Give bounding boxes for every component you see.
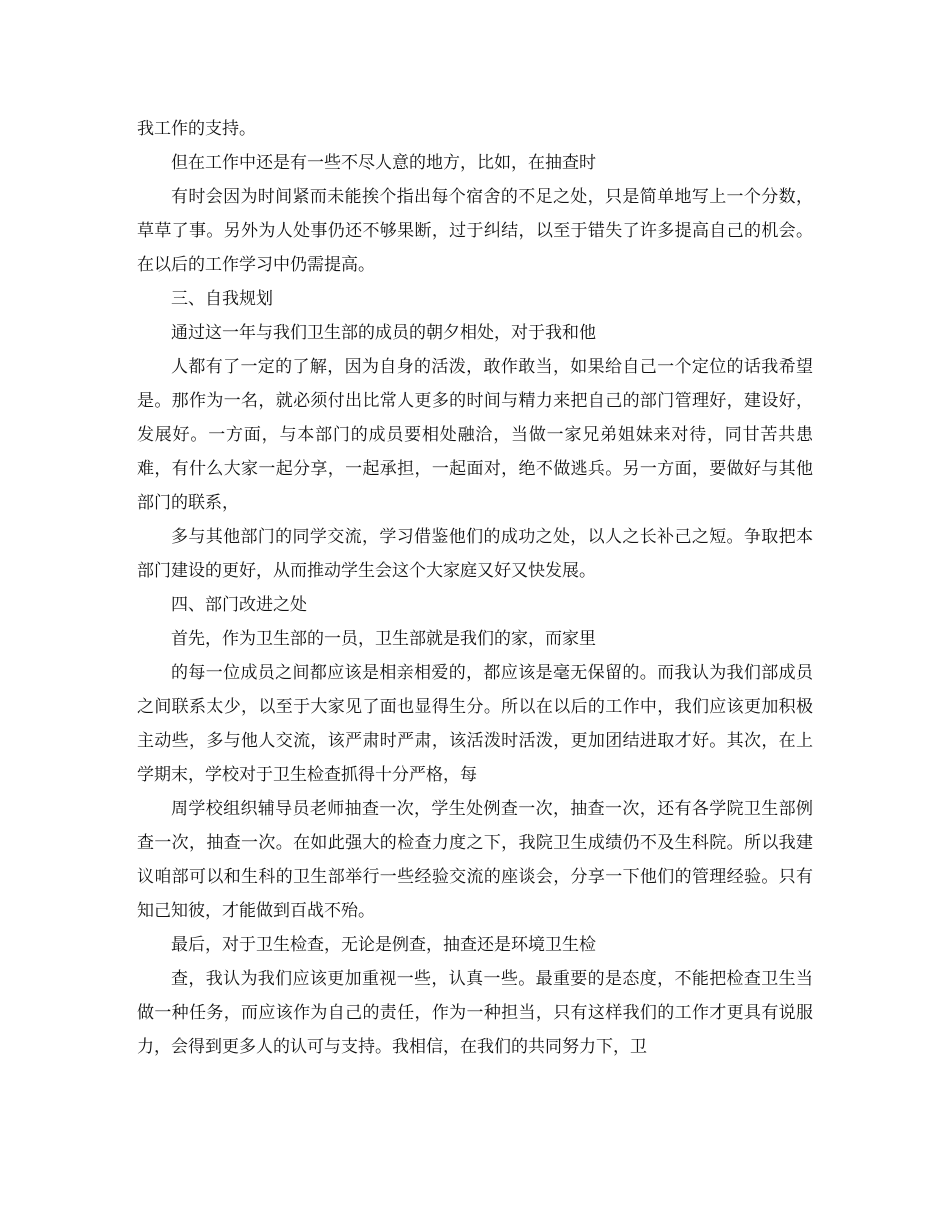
section-heading-self-planning: 三、自我规划 xyxy=(171,289,273,309)
section-heading-improvements: 四、部门改进之处 xyxy=(171,595,307,615)
document-body xyxy=(137,112,813,1064)
paragraph-1: 我工作的支持。 xyxy=(137,119,256,139)
paragraph-12: 最后，对于卫生检查，无论是例查，抽查还是环境卫生检 xyxy=(171,935,596,955)
paragraph-3: 有时会因为时间紧而未能挨个指出每个宿舍的不足之处，只是简单地写上一个分数，草草了事。另外为人处事仍还不够果断，过于纠结，以至于错失了许多提高自己的机会。在以后的工作学习中仍需提高。 xyxy=(137,187,813,275)
paragraph-10: 的每一位成员之间都应该是相亲相爱的，都应该是毫无保留的。而我认为我们部成员之间联系太少，以至于大家见了面也显得生分。所以在以后的工作中，我们应该更加积极主动些，多与他人交流，该严肃时严肃，该活泼时活泼，更加团结进取才好。其次，在上学期末，学校对于卫生检查抓得十分严格，每 xyxy=(137,663,813,785)
paragraph-7: 多与其他部门的同学交流，学习借鉴他们的成功之处，以人之长补己之短。争取把本部门建设的更好，从而推动学生会这个大家庭又好又快发展。 xyxy=(137,527,813,581)
paragraph-5: 通过这一年与我们卫生部的成员的朝夕相处，对于我和他 xyxy=(171,323,596,343)
paragraph-6: 人都有了一定的了解，因为自身的活泼，敢作敢当，如果给自己一个定位的话我希望是。那作为一名，就必须付出比常人更多的时间与精力来把自己的部门管理好，建设好，发展好。一方面，与本部门的成员要相处融洽，当做一家兄弟姐妹来对待，同甘苦共患难，有什么大家一起分享，一起承担，一起面对，绝不做逃兵。另一方面，要做好与其他部门的联系， xyxy=(137,357,813,513)
paragraph-13: 查，我认为我们应该更加重视一些，认真一些。最重要的是态度，不能把检查卫生当做一种任务，而应该作为自己的责任，作为一种担当，只有这样我们的工作才更具有说服力，会得到更多人的认可与支持。我相信，在我们的共同努力下，卫 xyxy=(137,969,813,1057)
paragraph-2: 但在工作中还是有一些不尽人意的地方，比如，在抽查时 xyxy=(171,153,596,173)
paragraph-9: 首先，作为卫生部的一员，卫生部就是我们的家，而家里 xyxy=(171,629,596,649)
paragraph-11: 周学校组织辅导员老师抽查一次，学生处例查一次，抽查一次，还有各学院卫生部例查一次，抽查一次。在如此强大的检查力度之下，我院卫生成绩仍不及生科院。所以我建议咱部可以和生科的卫生部举行一些经验交流的座谈会，分享一下他们的管理经验。只有知己知彼，才能做到百战不殆。 xyxy=(137,799,813,921)
